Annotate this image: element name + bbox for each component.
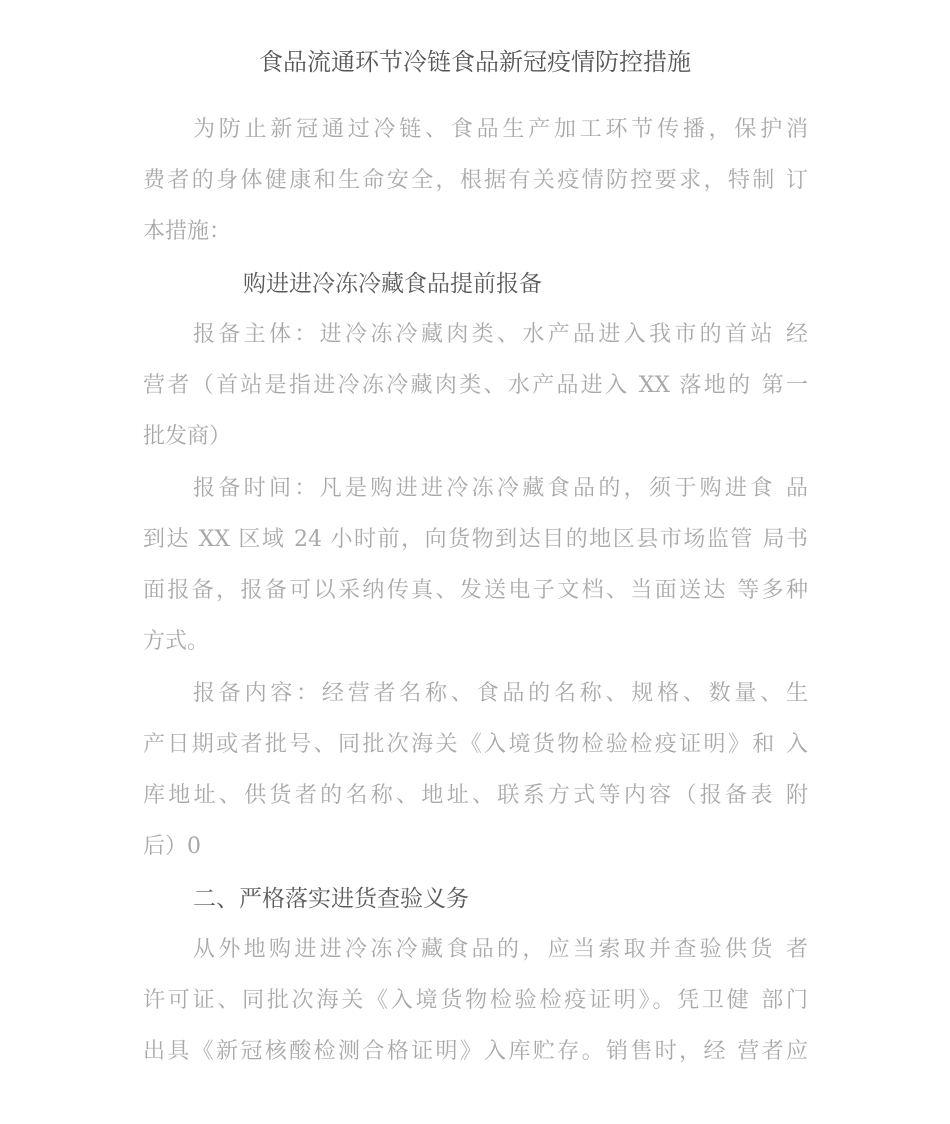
s1-p1-line-2: 营者（首站是指进冷冻冷藏肉类、水产品进入 XX 落地的 第一 <box>143 373 808 398</box>
intro-line-3: 本措施： <box>143 219 232 244</box>
s1-p3-line-3: 库地址、供货者的名称、地址、联系方式等内容（报备表 附 <box>143 783 808 808</box>
document-title: 食品流通环节冷链食品新冠疫情防控措施 <box>259 48 691 76</box>
s1-p1-line-1: 报备主体：进冷冻冷藏肉类、水产品进入我市的首站 经 <box>193 322 808 347</box>
s1-p2-line-2: 到达 XX 区域 24 小时前，向货物到达目的地区县市场监管 局书 <box>143 527 808 552</box>
s2-p1-line-1: 从外地购进进冷冻冷藏食品的，应当索取并查验供货 者 <box>193 937 808 962</box>
s1-p2-line-4: 方式。 <box>143 629 210 654</box>
s1-p2-line-3: 面报备，报备可以采纳传真、发送电子文档、当面送达 等多种 <box>143 578 808 603</box>
section-heading-1: 购进进冷冻冷藏食品提前报备 <box>243 271 542 297</box>
s1-p2-line-1: 报备时间：凡是购进进冷冻冷藏食品的，须于购进食 品 <box>193 476 808 501</box>
s1-p3-line-1: 报备内容：经营者名称、食品的名称、规格、数量、生 <box>193 681 808 706</box>
s2-p1-line-3: 出具《新冠核酸检测合格证明》入库贮存。销售时，经 营者应 <box>143 1039 808 1064</box>
intro-line-1: 为防止新冠通过冷链、食品生产加工环节传播，保护消 <box>193 117 808 142</box>
s1-p3-line-4: 后）0 <box>143 834 201 859</box>
s1-p1-line-3: 批发商） <box>143 424 232 449</box>
s2-p1-line-2: 许可证、同批次海关《入境货物检验检疫证明》。凭卫健 部门 <box>143 988 808 1013</box>
section-heading-2: 二、严格落实进货查验义务 <box>193 886 469 912</box>
intro-line-2: 费者的身体健康和生命安全，根据有关疫情防控要求，特制 订 <box>143 168 808 193</box>
s1-p3-line-2: 产日期或者批号、同批次海关《入境货物检验检疫证明》和 入 <box>143 732 808 757</box>
